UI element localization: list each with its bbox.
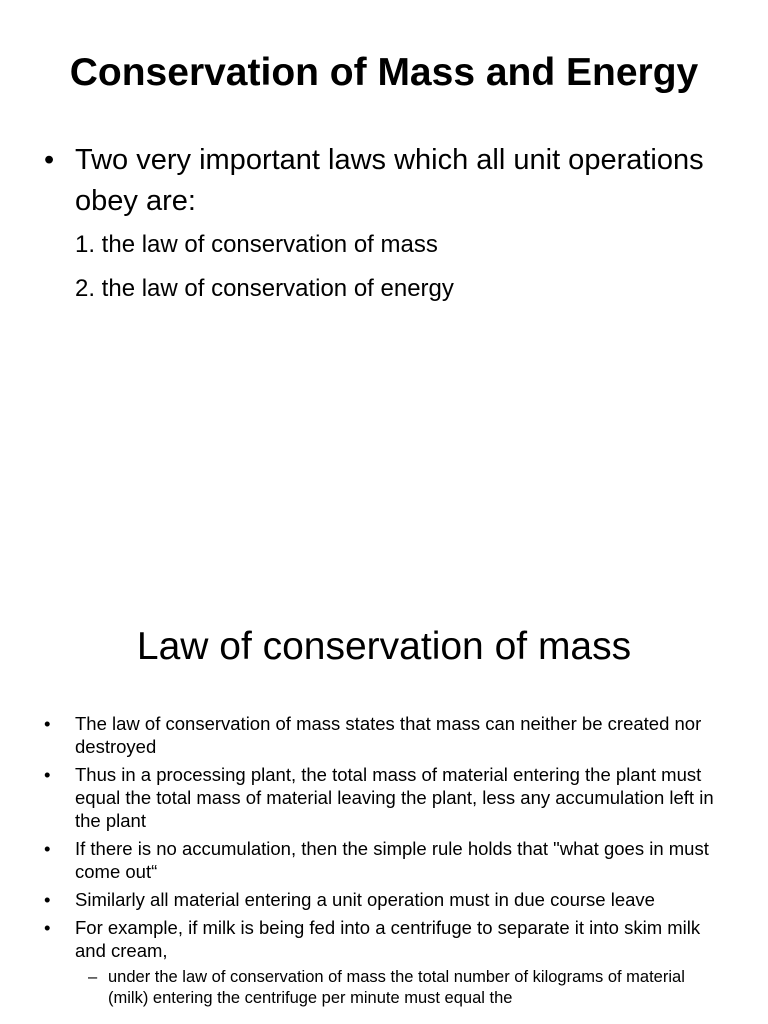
list-item [0, 916, 768, 962]
list-item-text: For example, if milk is being fed into a centrifuge to separate it into skim milk and cream, [75, 917, 701, 961]
bullet-dot-icon: • [44, 144, 55, 176]
bullet-dot-icon: • [44, 713, 51, 734]
list-item-text: The law of conservation of mass states that mass can neither be created nor destroyed [75, 713, 702, 757]
bullet-text: Two very important laws which all unit operations obey are: [75, 144, 704, 217]
bullet-dot-icon: • [44, 838, 51, 859]
list-item-text: Thus in a processing plant, the total mass of material entering the plant must equal the total mass of material leaving the plant, less any accumulation left in the plant [75, 764, 714, 831]
bullet-dot-icon: • [44, 889, 51, 910]
sub-list-item-text: under the law of conservation of mass the total number of kilograms of material (milk) entering the centrifuge per minute must equal the [108, 968, 685, 1007]
dash-bullet-icon: – [88, 968, 98, 986]
list-item [0, 888, 768, 911]
bullet-dot-icon: • [44, 764, 51, 785]
list-item [0, 763, 768, 832]
bullet-dot-icon: • [44, 917, 51, 938]
slide-title: Law of conservation of mass [136, 625, 632, 668]
slide-title: Conservation of Mass and Energy [69, 51, 699, 94]
law-list-item-mass: 1. the law of conservation of mass [75, 231, 438, 258]
list-item-text: Similarly all material entering a unit operation must in due course leave [75, 889, 655, 910]
sub-list-item [0, 967, 768, 1009]
slide-law-of-conservation-of-mass [0, 576, 768, 1024]
list-item [0, 837, 768, 883]
list-item [0, 712, 768, 758]
bullet-list [0, 712, 768, 1009]
list-item-text: If there is no accumulation, then the simple rule holds that "what goes in must come out“ [75, 838, 709, 882]
law-list-item-energy: 2. the law of conservation of energy [75, 275, 454, 302]
bullet-item [44, 140, 704, 222]
